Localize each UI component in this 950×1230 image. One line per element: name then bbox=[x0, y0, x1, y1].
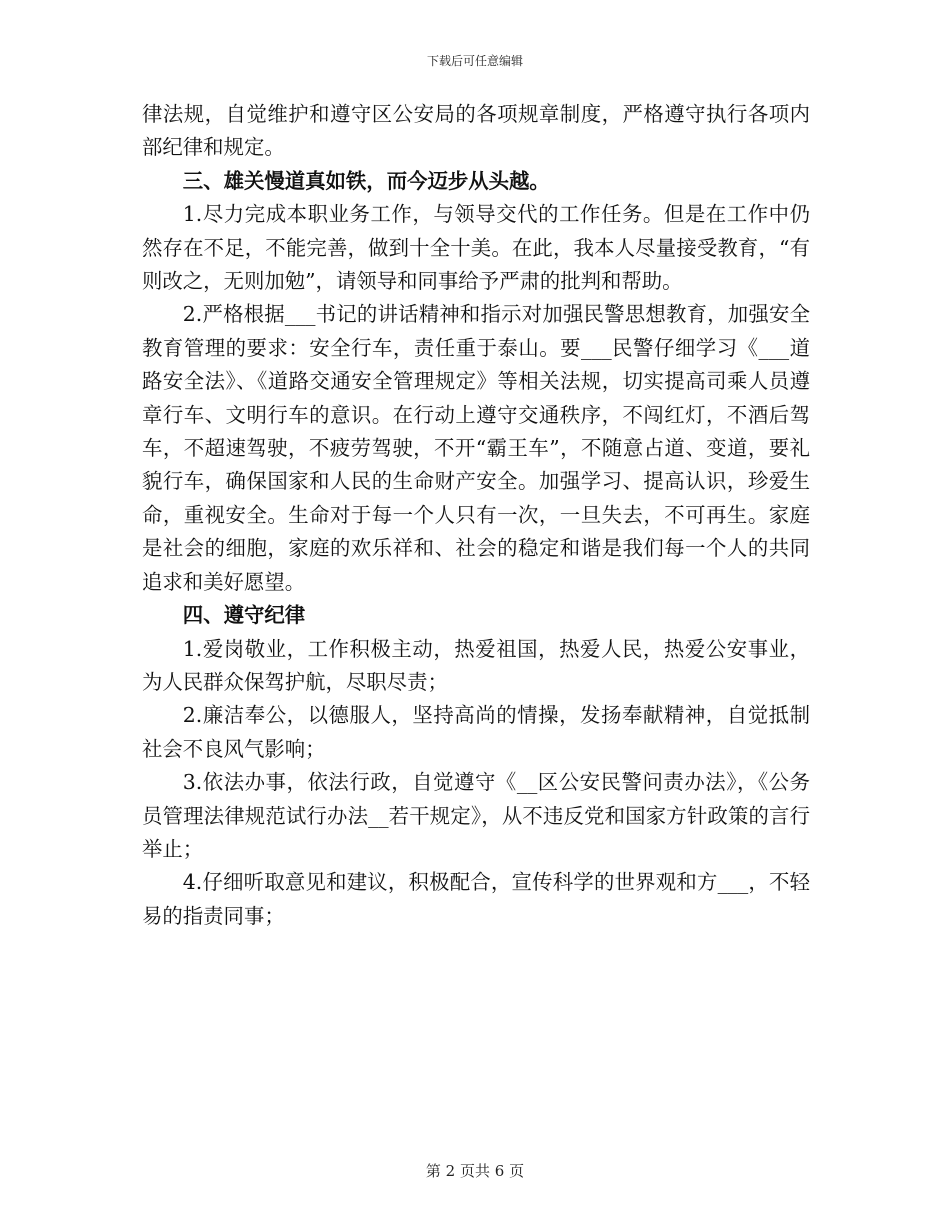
discipline-item-2: 2.廉洁奉公，以德服人，坚持高尚的情操，发扬奉献精神，自觉抵制社会不良风气影响； bbox=[142, 703, 810, 761]
discipline-item-4: 4.仔细听取意见和建议，积极配合，宣传科学的世界观和方___，不轻易的指责同事； bbox=[142, 870, 810, 928]
section-heading-four: 四、遵守纪律 bbox=[182, 603, 306, 628]
paragraph-item-2: 2.严格根据___书记的讲话精神和指示对加强民警思想教育，加强安全教育管理的要求：安全行车，责任重于泰山。要___民警仔细学习《___道路安全法》、《道路交通安全管理规定》等相关法规，切实提高司乘人员遵章行车、文明行车的意识。在行动上遵守交通秩序，不闯红灯，不酒后驾车，不超速驾驶，不疲劳驾驶，不开“霸王车”，不随意占道、变道，要礼貌行车，确保国家和人民的生命财产安全。加强学习、提高认识，珍爱生命，重视安全。生命对于每一个人只有一次，一旦失去，不可再生。家庭是社会的细胞，家庭的欢乐祥和、社会的稳定和谐是我们每一个人的共同追求和美好愿望。 bbox=[142, 302, 810, 594]
page-footer: 第 2 页共 6 页 bbox=[425, 1162, 525, 1180]
paragraph-continuation: 律法规，自觉维护和遵守区公安局的各项规章制度，严格遵守执行各项内部纪律和规定。 bbox=[142, 102, 810, 160]
discipline-item-3: 3.依法办事，依法行政，自觉遵守《__区公安民警问责办法》，《公务员管理法律规范试行办法__若干规定》，从不违反党和国家方针政策的言行举止； bbox=[142, 770, 810, 861]
section-heading-three: 三、雄关慢道真如铁，而今迈步从头越。 bbox=[182, 168, 550, 193]
page-header: 下载后可任意编辑 bbox=[426, 54, 523, 68]
discipline-item-1: 1.爱岗敬业，工作积极主动，热爱祖国，热爱人民，热爱公安事业，为人民群众保驾护航，尽职尽责； bbox=[142, 636, 810, 694]
document-body bbox=[142, 98, 810, 933]
paragraph-item-1: 1.尽力完成本职业务工作，与领导交代的工作任务。但是在工作中仍然存在不足，不能完善，做到十全十美。在此，我本人尽量接受教育，“有则改之，无则加勉”，请领导和同事给予严肃的批判和帮助。 bbox=[142, 202, 810, 294]
